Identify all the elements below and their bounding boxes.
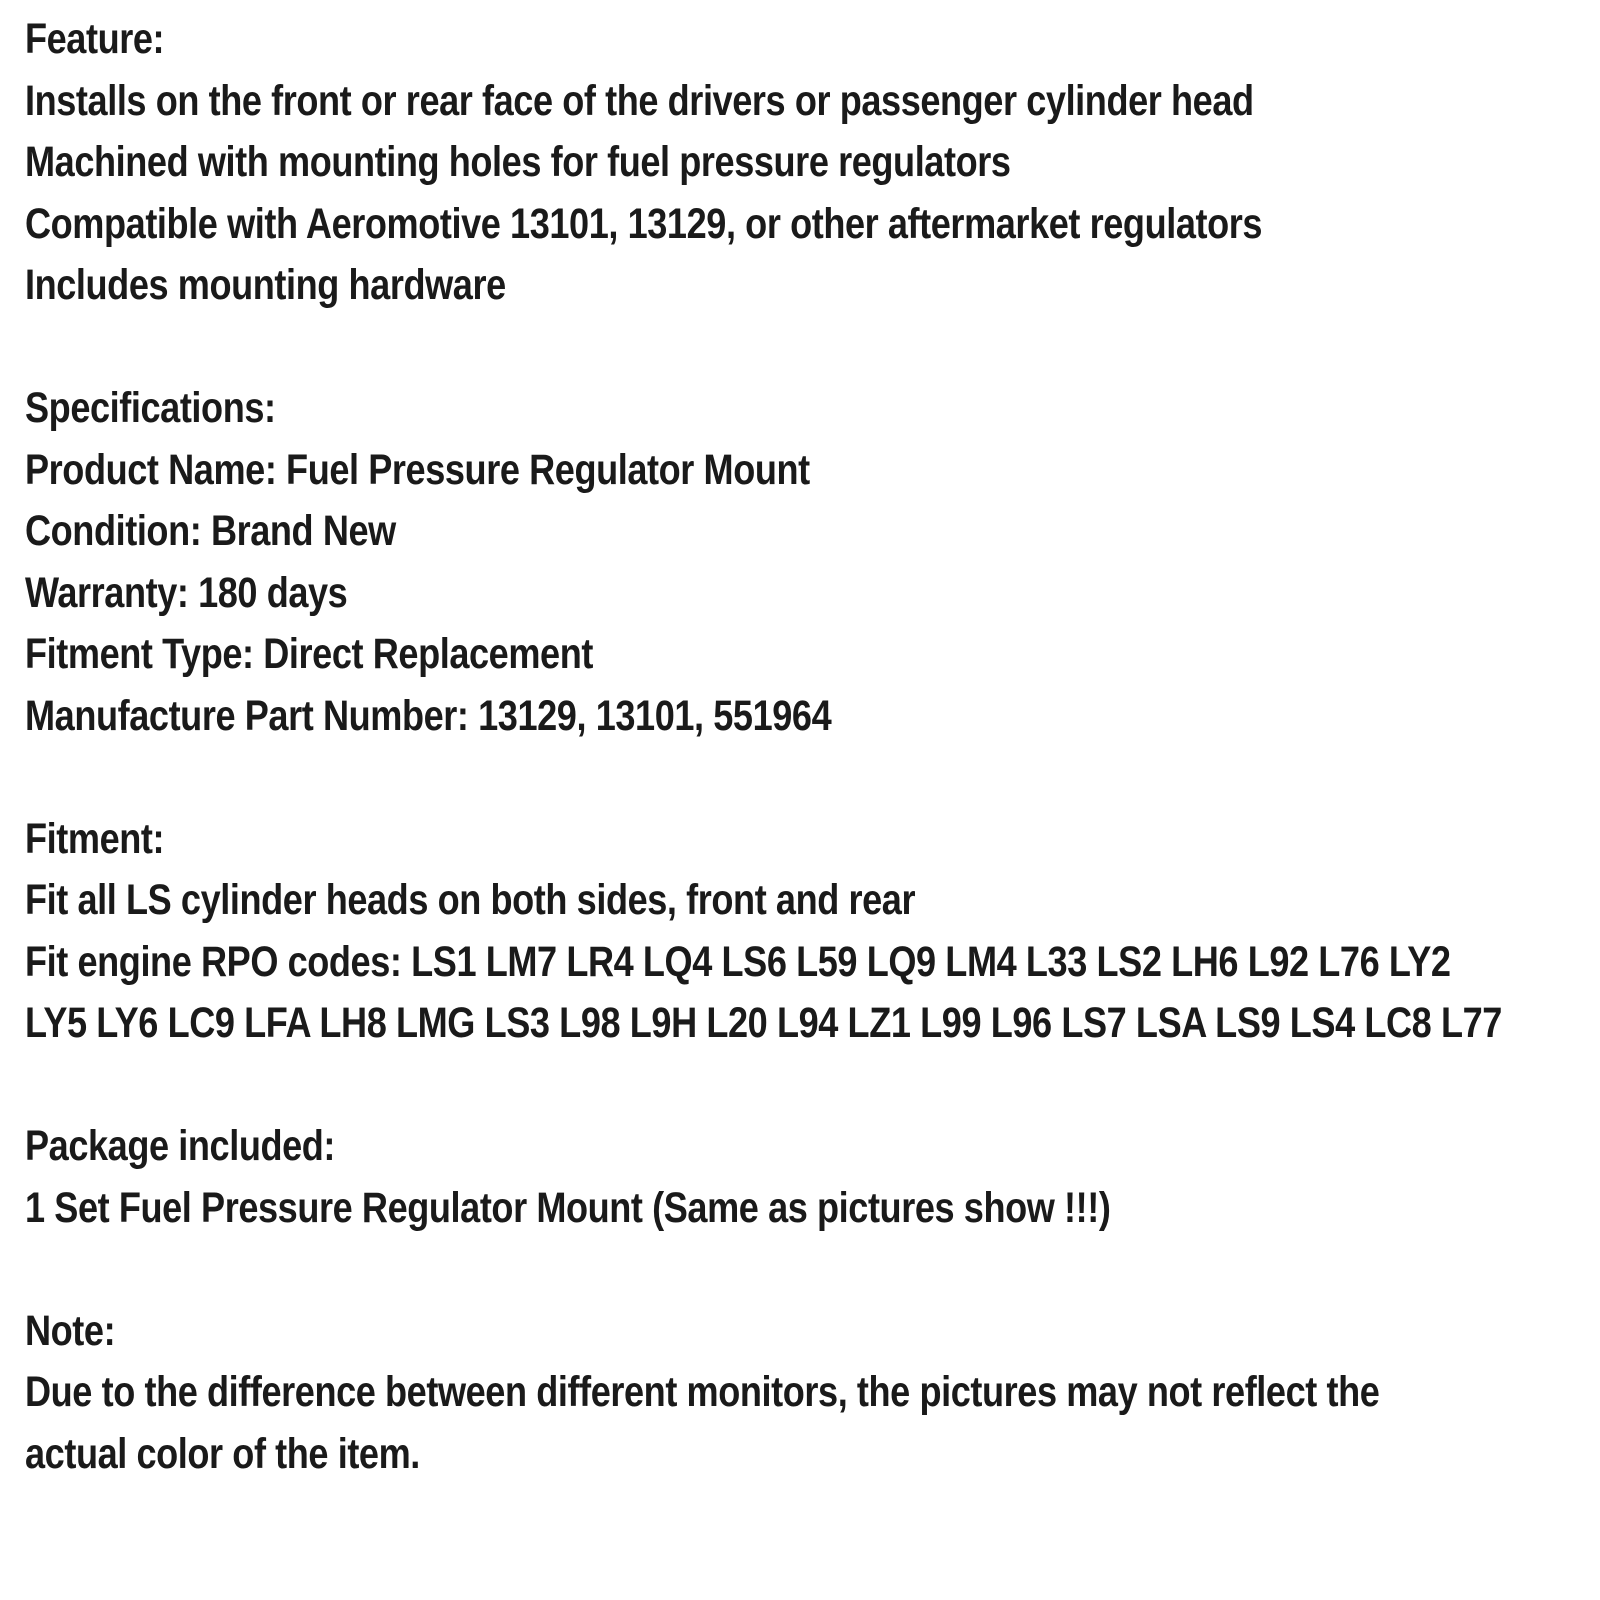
feature-line: Includes mounting hardware	[25, 261, 506, 309]
note-heading: Note:	[25, 1306, 116, 1355]
spec-warranty: Warranty: 180 days	[25, 568, 348, 617]
note-line-1: Due to the difference between different monitors, the pictures may not reflect the	[25, 1368, 1380, 1416]
feature-section	[25, 9, 1600, 317]
feature-heading: Feature:	[25, 15, 165, 63]
fitment-rpo-codes-line-2: LY5 LY6 LC9 LFA LH8 LMG LS3 L98 L9H L20 L94 LZ1 L99 L96 LS7 LSA LS9 LS4 LC8 L77	[25, 999, 1502, 1047]
spec-fitment-type: Fitment Type: Direct Replacement	[25, 630, 593, 678]
feature-line: Compatible with Aeromotive 13101, 13129, or other aftermarket regulators	[25, 199, 1263, 248]
feature-line: Machined with mounting holes for fuel pressure regulators	[25, 138, 1011, 186]
spec-product-name: Product Name: Fuel Pressure Regulator Mount	[25, 445, 810, 494]
note-section	[25, 1301, 1600, 1486]
fitment-heading: Fitment:	[25, 814, 165, 863]
fitment-line: Fit all LS cylinder heads on both sides, front and rear	[25, 876, 916, 924]
spec-condition: Condition: Brand New	[25, 507, 396, 555]
feature-line: Installs on the front or rear face of the drivers or passenger cylinder head	[25, 76, 1254, 125]
package-included-section	[25, 1116, 1600, 1239]
fitment-section	[25, 809, 1600, 1055]
specifications-heading: Specifications:	[25, 384, 276, 432]
spec-part-number: Manufacture Part Number: 13129, 13101, 551964	[25, 691, 832, 740]
package-included-line: 1 Set Fuel Pressure Regulator Mount (Same as pictures show !!!)	[25, 1183, 1111, 1232]
note-line-2: actual color of the item.	[25, 1429, 420, 1478]
fitment-rpo-codes-line-1: Fit engine RPO codes: LS1 LM7 LR4 LQ4 LS6 L59 LQ9 LM4 L33 LS2 LH6 L92 L76 LY2	[25, 937, 1451, 986]
package-included-heading: Package included:	[25, 1122, 336, 1170]
specifications-section	[25, 378, 1600, 747]
